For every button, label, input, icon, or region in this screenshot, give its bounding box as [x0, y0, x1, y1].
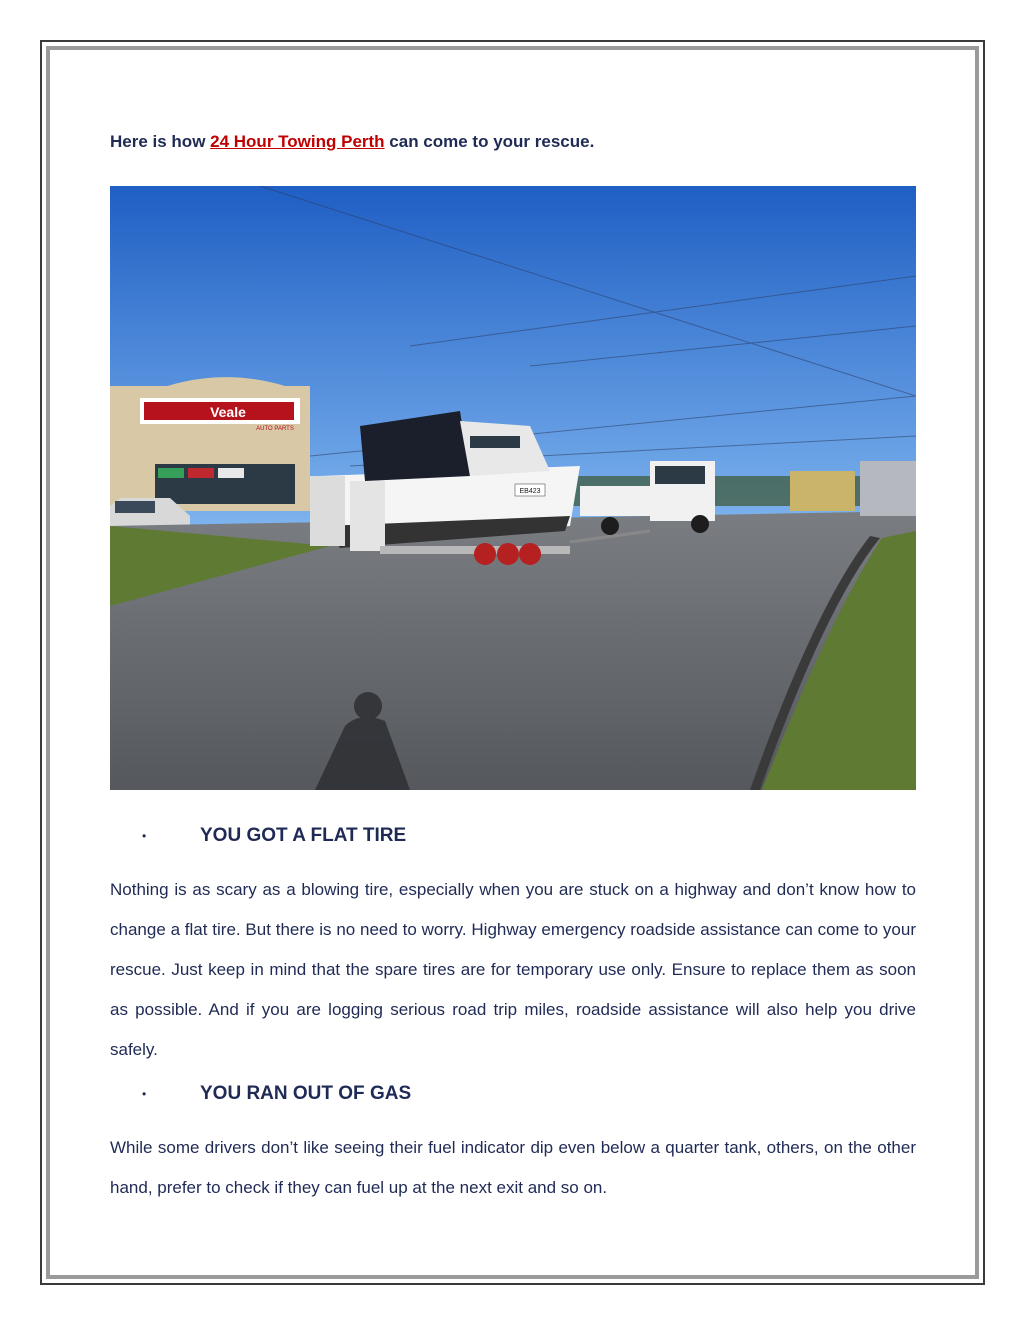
bullet-icon: • [142, 1087, 147, 1101]
section-heading-out-of-gas [110, 1082, 916, 1106]
paragraph-flat-tire: Nothing is as scary as a blowing tire, especially when you are stuck on a highway and don’t know how to change a flat tire. But there is no need to worry. Highway emergency roadside assistance can come to your rescue. Just keep in mind that the spare tires are for temporary use only. Ensure to replace them as soon as possible. And if you are logging serious road trip miles, roadside assistance will also help you drive safely. [110, 880, 916, 1059]
sign-sub-text: AUTO PARTS [256, 426, 294, 432]
intro-prefix: Here is how [110, 132, 211, 151]
paragraph-out-of-gas: While some drivers don’t like seeing their fuel indicator dip even below a quarter tank, others, on the other hand, prefer to check if they can fuel up at the next exit and so on. [110, 1138, 916, 1197]
towing-perth-link[interactable]: 24 Hour Towing Perth [210, 132, 385, 151]
heading-out-of-gas: YOU RAN OUT OF GAS [200, 1083, 412, 1104]
document-content [110, 130, 916, 1208]
tow-truck-boat-photo [110, 186, 916, 790]
heading-flat-tire: YOU GOT A FLAT TIRE [200, 825, 407, 846]
intro-line [110, 130, 916, 154]
page-frame [40, 40, 985, 1285]
section-heading-flat-tire [110, 824, 916, 848]
auto-parts-building [110, 377, 310, 511]
page-frame-inner [46, 46, 979, 1279]
boat-rego-text: EB423 [519, 488, 541, 495]
intro-suffix: can come to your rescue. [384, 132, 595, 151]
sign-brand-text: Veale [210, 404, 246, 420]
bullet-icon: • [142, 829, 147, 843]
